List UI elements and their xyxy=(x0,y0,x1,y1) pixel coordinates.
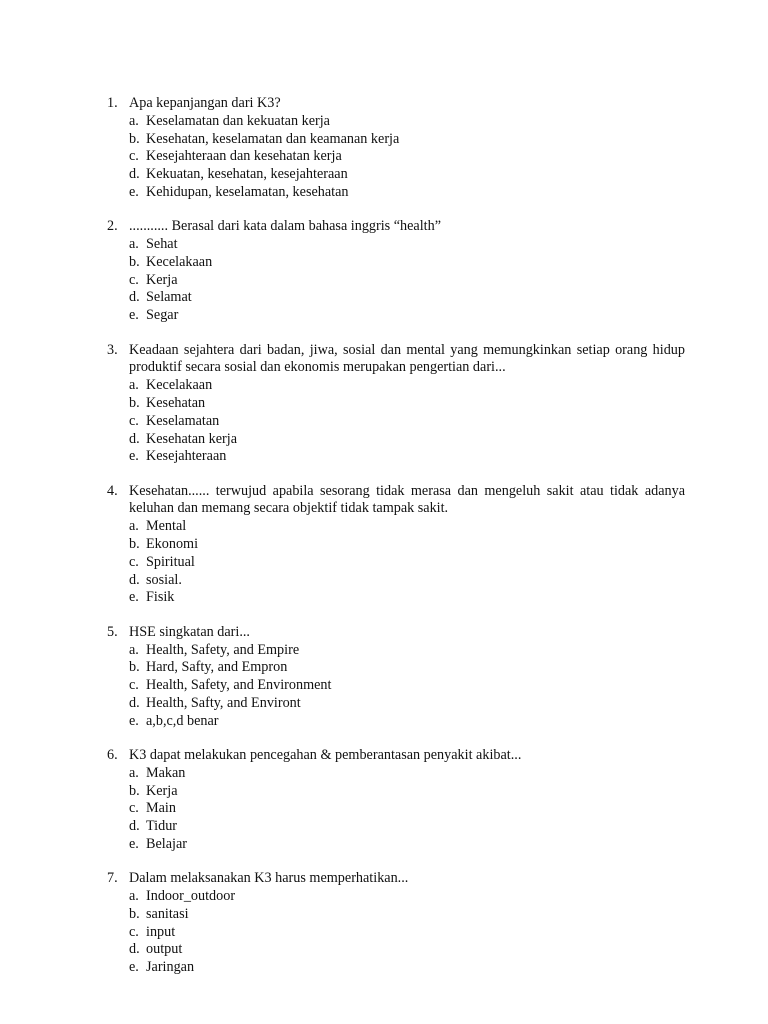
answer-option xyxy=(129,536,685,554)
option-text: Kerja xyxy=(146,782,178,799)
question-text: Dalam melaksanakan K3 harus memperhatikan... xyxy=(129,870,409,887)
answer-option xyxy=(129,765,685,783)
option-letter: d. xyxy=(129,430,140,447)
option-letter: c. xyxy=(129,553,139,570)
answer-option xyxy=(129,307,685,325)
question-6 xyxy=(107,747,685,854)
option-letter: d. xyxy=(129,694,140,711)
option-text: Tidur xyxy=(146,818,178,835)
option-letter: c. xyxy=(129,923,139,940)
question-number: 4. xyxy=(107,482,118,499)
question-number: 3. xyxy=(107,341,118,358)
option-text: Kekuatan, kesehatan, kesejahteraan xyxy=(146,166,348,183)
answer-option xyxy=(129,783,685,801)
option-letter: b. xyxy=(129,394,140,411)
option-text: Kecelakaan xyxy=(146,377,213,394)
option-text: Spiritual xyxy=(146,553,195,570)
question-4 xyxy=(107,483,685,608)
option-text: Keselamatan dan kekuatan kerja xyxy=(146,112,330,129)
option-letter: e. xyxy=(129,307,139,324)
option-letter: d. xyxy=(129,941,140,958)
option-text: Health, Safty, and Environt xyxy=(146,694,301,711)
option-letter: e. xyxy=(129,712,139,729)
option-text: Kesejahteraan dan kesehatan kerja xyxy=(146,148,342,165)
option-text: Selamat xyxy=(146,289,192,306)
option-letter: e. xyxy=(129,589,139,606)
question-number: 1. xyxy=(107,95,118,111)
option-text: Health, Safety, and Empire xyxy=(146,641,300,658)
question-number: 7. xyxy=(107,870,118,887)
answer-option xyxy=(129,589,685,607)
answer-option xyxy=(129,448,685,466)
option-text: Kerja xyxy=(146,271,178,288)
option-letter: d. xyxy=(129,289,140,306)
question-text: ........... Berasal dari kata dalam bahasa inggris “health” xyxy=(129,218,442,235)
answer-option xyxy=(129,518,685,536)
question-text: Keadaan sejahtera dari badan, jiwa, sosial dan mental yang memungkinkan setiap orang hidup produktif secara sosial dan ekonomis merupakan pengertian dari... xyxy=(129,341,685,376)
question-text: Kesehatan...... terwujud apabila sesorang tidak merasa dan mengeluh sakit atau tidak adanya keluhan dan memang secara objektif tidak tampak sakit. xyxy=(129,482,685,517)
option-letter: e. xyxy=(129,959,139,976)
option-letter: b. xyxy=(129,536,140,553)
question-text: HSE singkatan dari... xyxy=(129,623,250,640)
question-text: Apa kepanjangan dari K3? xyxy=(129,95,281,111)
option-text: Kesehatan kerja xyxy=(146,430,237,447)
option-letter: a. xyxy=(129,641,139,658)
question-2 xyxy=(107,218,685,325)
option-letter: d. xyxy=(129,166,140,183)
option-letter: a. xyxy=(129,518,139,535)
option-text: a,b,c,d benar xyxy=(146,712,219,729)
question-number: 5. xyxy=(107,623,118,640)
option-text: Indoor_outdoor xyxy=(146,888,236,905)
answer-option xyxy=(129,642,685,660)
option-letter: c. xyxy=(129,148,139,165)
answer-options xyxy=(107,518,685,607)
option-text: Main xyxy=(146,800,176,817)
option-letter: a. xyxy=(129,377,139,394)
answer-option xyxy=(129,572,685,590)
option-text: Jaringan xyxy=(146,959,195,976)
answer-option xyxy=(129,113,685,131)
answer-option xyxy=(129,431,685,449)
answer-option xyxy=(129,131,685,149)
answer-option xyxy=(129,377,685,395)
answer-option xyxy=(129,941,685,959)
answer-option xyxy=(129,800,685,818)
answer-option xyxy=(129,289,685,307)
answer-option xyxy=(129,959,685,977)
option-text: Kesehatan, keselamatan dan keamanan kerja xyxy=(146,130,400,147)
option-letter: a. xyxy=(129,764,139,781)
option-letter: b. xyxy=(129,782,140,799)
option-text: Keselamatan xyxy=(146,412,220,429)
option-letter: d. xyxy=(129,818,140,835)
answer-options xyxy=(107,888,685,977)
option-letter: e. xyxy=(129,835,139,852)
option-text: input xyxy=(146,923,176,940)
option-text: Belajar xyxy=(146,835,187,852)
option-letter: b. xyxy=(129,130,140,147)
answer-options xyxy=(107,765,685,854)
answer-option xyxy=(129,695,685,713)
option-text: Makan xyxy=(146,764,186,781)
option-text: Kecelakaan xyxy=(146,253,213,270)
answer-option xyxy=(129,818,685,836)
option-text: Fisik xyxy=(146,589,175,606)
option-text: Kehidupan, keselamatan, kesehatan xyxy=(146,183,349,200)
option-letter: c. xyxy=(129,412,139,429)
answer-option xyxy=(129,148,685,166)
option-letter: a. xyxy=(129,236,139,253)
question-number: 2. xyxy=(107,218,118,235)
option-letter: c. xyxy=(129,271,139,288)
option-letter: e. xyxy=(129,448,139,465)
option-letter: a. xyxy=(129,112,139,129)
option-text: Sehat xyxy=(146,236,178,253)
answer-option xyxy=(129,677,685,695)
question-number: 6. xyxy=(107,747,118,763)
option-text: Health, Safety, and Environment xyxy=(146,677,332,694)
answer-options xyxy=(107,236,685,325)
answer-options xyxy=(107,377,685,466)
answer-option xyxy=(129,659,685,677)
answer-option xyxy=(129,236,685,254)
option-text: output xyxy=(146,941,183,958)
option-letter: d. xyxy=(129,571,140,588)
answer-option xyxy=(129,272,685,290)
option-text: Hard, Safty, and Empron xyxy=(146,659,288,676)
option-text: Kesejahteraan xyxy=(146,448,227,465)
option-text: sanitasi xyxy=(146,905,189,922)
option-text: Segar xyxy=(146,307,179,324)
option-text: sosial. xyxy=(146,571,182,588)
option-text: Ekonomi xyxy=(146,536,199,553)
answer-option xyxy=(129,166,685,184)
option-text: Kesehatan xyxy=(146,394,206,411)
option-letter: b. xyxy=(129,253,140,270)
option-letter: c. xyxy=(129,677,139,694)
answer-option xyxy=(129,906,685,924)
option-letter: b. xyxy=(129,905,140,922)
question-3 xyxy=(107,342,685,467)
answer-option xyxy=(129,924,685,942)
question-text: K3 dapat melakukan pencegahan & pemberantasan penyakit akibat... xyxy=(129,747,522,763)
answer-option xyxy=(129,554,685,572)
question-5 xyxy=(107,624,685,731)
option-letter: c. xyxy=(129,800,139,817)
answer-option xyxy=(129,836,685,854)
answer-option xyxy=(129,184,685,202)
answer-options xyxy=(107,642,685,731)
option-letter: b. xyxy=(129,659,140,676)
answer-option xyxy=(129,713,685,731)
answer-option xyxy=(129,888,685,906)
option-letter: e. xyxy=(129,183,139,200)
question-1 xyxy=(107,95,685,202)
option-text: Mental xyxy=(146,518,187,535)
answer-options xyxy=(107,113,685,202)
answer-option xyxy=(129,395,685,413)
answer-option xyxy=(129,254,685,272)
question-7 xyxy=(107,870,685,977)
answer-option xyxy=(129,413,685,431)
option-letter: a. xyxy=(129,888,139,905)
